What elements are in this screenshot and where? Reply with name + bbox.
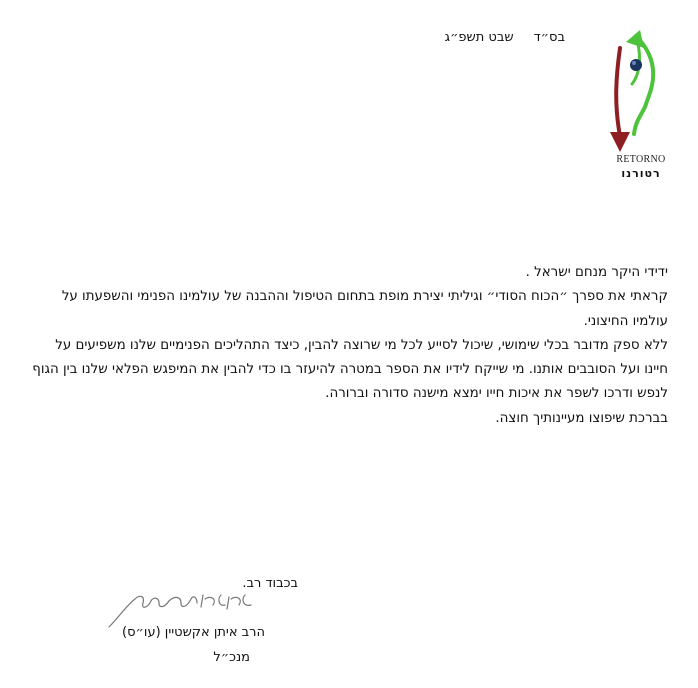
signer-title: מנכ״ל <box>213 650 250 665</box>
logo-arrows-icon <box>606 26 676 154</box>
body-paragraph: קראתי את ספרך ״הכוח הסודי״ וגיליתי יצירת מופת בתחום הטיפול וההבנה של עולמינו הפנימי והשפעתו על עולמיו החיצוני. <box>61 289 668 329</box>
retorno-logo <box>606 26 676 186</box>
logo-hebrew-text: רטורנו <box>621 167 661 180</box>
hebrew-date: שבט תשפ״ג <box>444 30 514 45</box>
letter-header <box>445 30 565 45</box>
greeting: ידידי היקר מנחם ישראל . <box>525 265 668 280</box>
logo-latin-text: RETORNO <box>616 154 666 165</box>
bsd-mark: בס״ד <box>533 30 565 45</box>
body-paragraph: ללא ספק מדובר בכלי שימושי, שיכול לסייע לכל מי שרוצה להבין, כיצד התהליכים הפנימיים שלנו משפיעים על חיינו ועל הסובבים אותנו. מי שייקח לידיו את הספר במטרה להיעזר בו כדי להבין את המיפגש הפלאי שלנו בין הגוף לנפש ודרכו לשפר את איכות חייו ימצא מישנה סדורה וברורה. <box>32 337 668 402</box>
letter-body <box>28 261 668 431</box>
signer-name: הרב איתן אקשטיין (עו״ס) <box>122 625 265 640</box>
closing-text: בכבוד רב. <box>242 576 298 591</box>
blessing-line: בברכת שיפוצו מעיינותיך חוצה. <box>495 410 668 426</box>
